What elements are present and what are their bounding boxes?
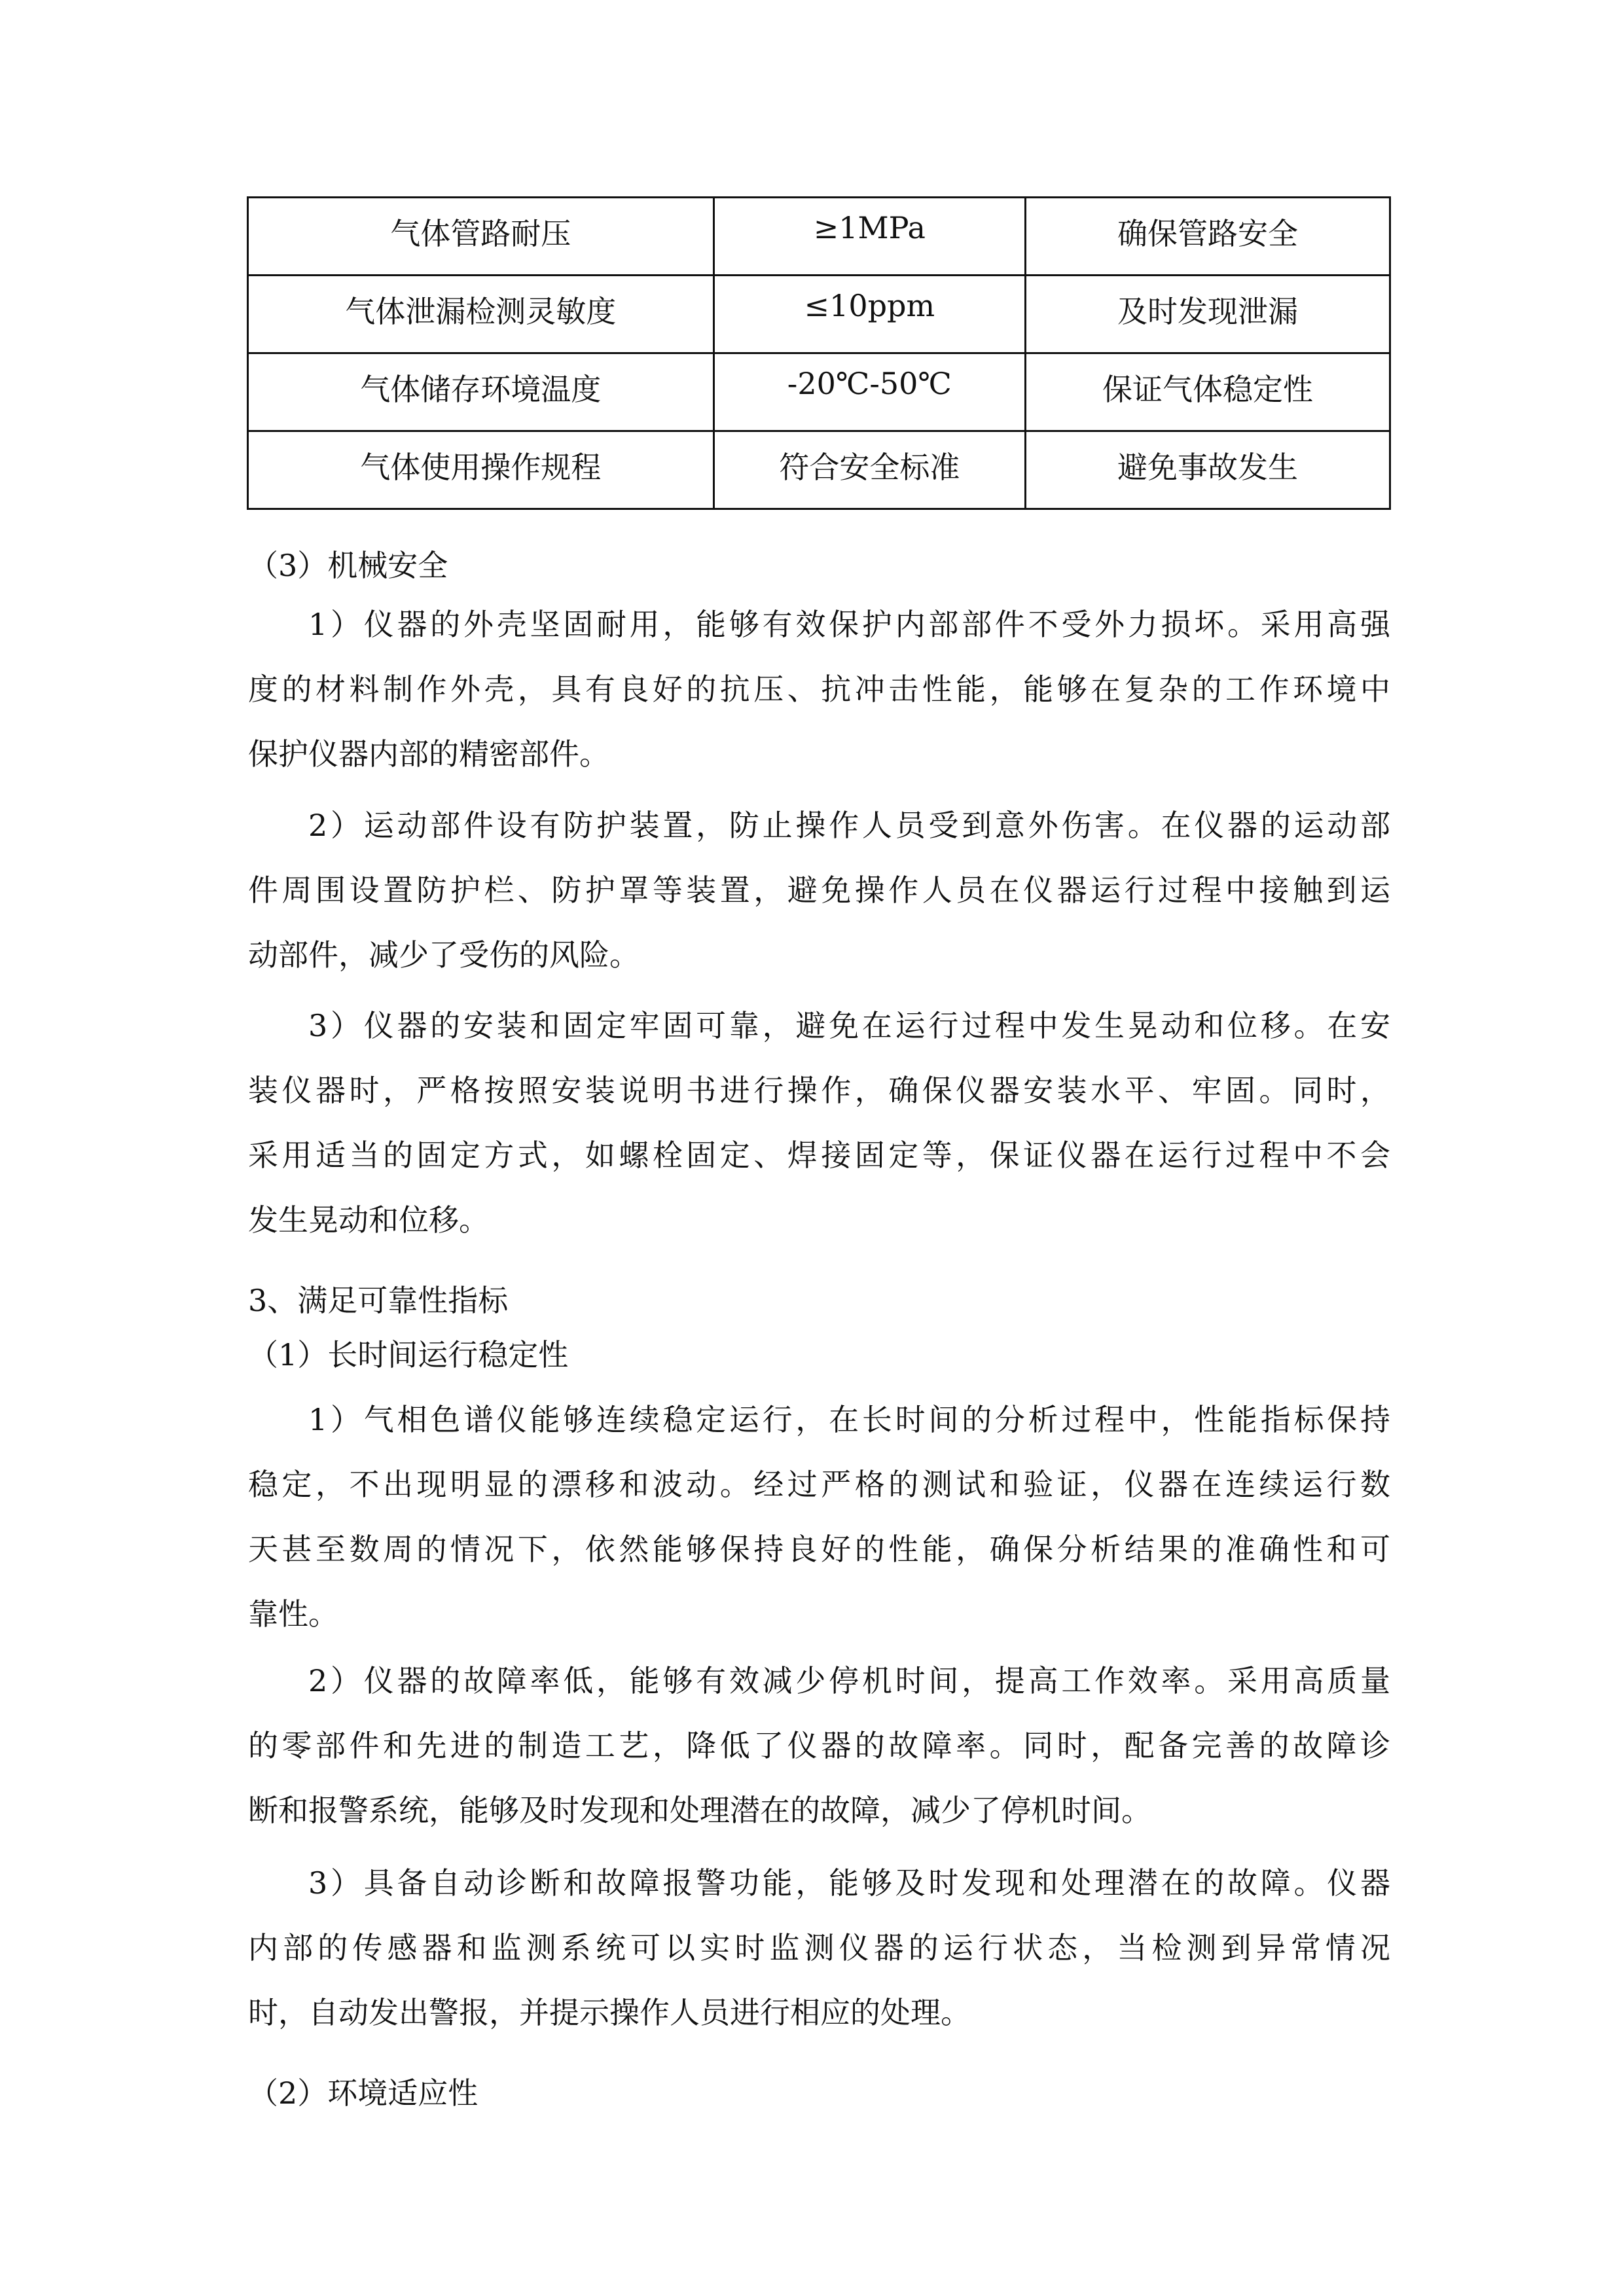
- heading-mechanical-safety: [248, 533, 1390, 598]
- table-cell: 及时发现泄漏: [1026, 276, 1390, 353]
- table-cell: 气体泄漏检测灵敏度: [248, 276, 714, 353]
- text-line: 保护仪器内部的精密部件。: [248, 736, 609, 772]
- text-line: 靠性。: [248, 1596, 338, 1632]
- text-line: 装仪器时，严格按照安装说明书进行操作，确保仪器安装水平、牢固。同时，: [248, 1073, 1390, 1108]
- table-cell: ≤10ppm: [713, 276, 1026, 353]
- table-cell: 气体管路耐压: [248, 198, 714, 276]
- text-line: 1）仪器的外壳坚固耐用，能够有效保护内部部件不受外力损坏。采用高强: [308, 607, 1390, 642]
- text-line: 动部件，减少了受伤的风险。: [248, 937, 640, 973]
- text-line: 时，自动发出警报，并提示操作人员进行相应的处理。: [248, 1995, 971, 2030]
- text-line: 的零部件和先进的制造工艺，降低了仪器的故障率。同时，配备完善的故障诊: [248, 1728, 1390, 1763]
- heading-text: 3、满足可靠性指标: [248, 1283, 509, 1318]
- text-line: 天甚至数周的情况下，依然能够保持良好的性能，确保分析结果的准确性和可: [248, 1532, 1390, 1567]
- gas-safety-table: [247, 196, 1391, 510]
- text-line: 度的材料制作外壳，具有良好的抗压、抗冲击性能，能够在复杂的工作环境中: [248, 672, 1390, 707]
- table-cell: -20℃-50℃: [713, 353, 1026, 431]
- text-line: 3）仪器的安装和固定牢固可靠，避免在运行过程中发生晃动和位移。在安: [308, 1008, 1390, 1043]
- text-line: 稳定，不出现明显的漂移和波动。经过严格的测试和验证，仪器在连续运行数: [248, 1467, 1390, 1502]
- text-line: 2）仪器的故障率低，能够有效减少停机时间，提高工作效率。采用高质量: [308, 1663, 1390, 1698]
- heading-text: （3）机械安全: [248, 548, 448, 583]
- table-row: [248, 276, 1390, 353]
- table-row: [248, 431, 1390, 509]
- table-cell: 避免事故发生: [1026, 431, 1390, 509]
- paragraph: [248, 994, 1390, 1253]
- text-line: 断和报警系统，能够及时发现和处理潜在的故障，减少了停机时间。: [248, 1793, 1151, 1828]
- table-cell: 气体使用操作规程: [248, 431, 714, 509]
- paragraph: [248, 1388, 1390, 1647]
- table-cell: 气体储存环境温度: [248, 353, 714, 431]
- heading-text: （2）环境适应性: [248, 2075, 478, 2111]
- paragraph: [248, 793, 1390, 988]
- table-cell: ≥1MPa: [713, 198, 1026, 276]
- table-row: [248, 198, 1390, 276]
- text-line: 1）气相色谱仪能够连续稳定运行，在长时间的分析过程中，性能指标保持: [308, 1402, 1390, 1437]
- text-line: 采用适当的固定方式，如螺栓固定、焊接固定等，保证仪器在运行过程中不会: [248, 1138, 1390, 1173]
- text-line: 发生晃动和位移。: [248, 1202, 489, 1238]
- text-line: 3）具备自动诊断和故障报警功能，能够及时发现和处理潜在的故障。仪器: [308, 1865, 1390, 1901]
- heading-text: （1）长时间运行稳定性: [248, 1337, 569, 1372]
- subheading-environmental-adaptability: [248, 2061, 1390, 2126]
- table-row: [248, 353, 1390, 431]
- paragraph: [248, 1851, 1390, 2045]
- subheading-long-term-stability: [248, 1323, 1390, 1388]
- table-cell: 符合安全标准: [713, 431, 1026, 509]
- text-line: 内部的传感器和监测系统可以实时监测仪器的运行状态，当检测到异常情况: [248, 1930, 1390, 1965]
- text-line: 2）运动部件设有防护装置，防止操作人员受到意外伤害。在仪器的运动部: [308, 808, 1390, 843]
- table-cell: 确保管路安全: [1026, 198, 1390, 276]
- paragraph: [248, 592, 1390, 787]
- paragraph: [248, 1649, 1390, 1843]
- text-line: 件周围设置防护栏、防护罩等装置，避免操作人员在仪器运行过程中接触到运: [248, 872, 1390, 908]
- table-cell: 保证气体稳定性: [1026, 353, 1390, 431]
